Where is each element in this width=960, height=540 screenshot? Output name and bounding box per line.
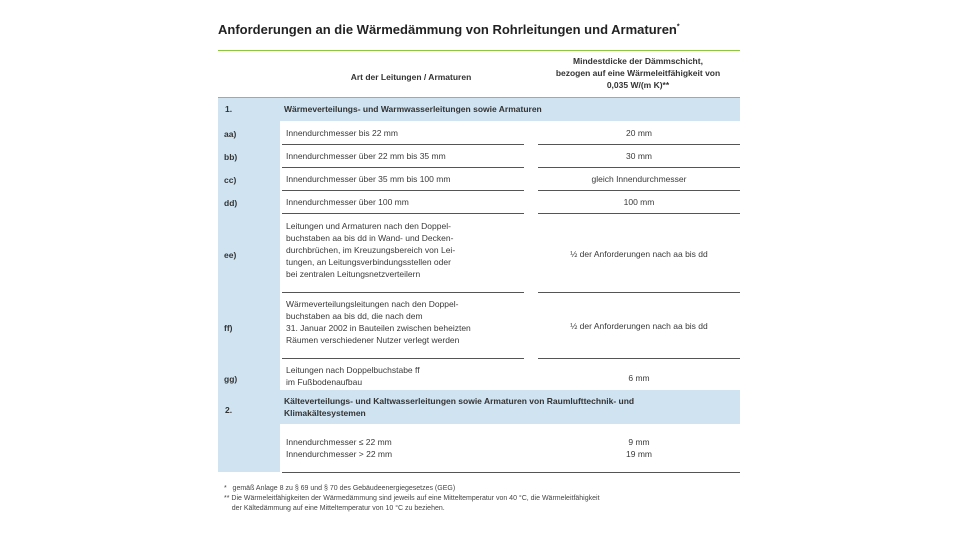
- row-label: dd): [224, 198, 238, 208]
- section-number: 1.: [225, 104, 233, 114]
- row-label: bb): [224, 152, 238, 162]
- row-divider: [538, 213, 740, 214]
- row-divider: [538, 358, 740, 359]
- row-label: aa): [224, 129, 237, 139]
- row-value: ½ der Anforderungen nach aa bis dd: [570, 321, 708, 331]
- row-divider: [282, 213, 524, 214]
- page-title: Anforderungen an die Wärmedämmung von Rohrleitungen und Armaturen*: [218, 22, 680, 37]
- row-value: gleich Innendurchmesser: [591, 174, 687, 184]
- row-value: 6 mm: [628, 373, 650, 383]
- row-divider: [282, 167, 524, 168]
- row-label: ee): [224, 250, 237, 260]
- label-column-2: [218, 424, 280, 472]
- row-art: Leitungen und Armaturen nach den Doppel- buchstaben aa bis dd in Wand- und Decken- durchbrüchen, im Kreuzungsbereich von Lei- tungen, an Leitungsverbindungsstellen oder bei zentralen Leitungsnetzverteilern: [286, 221, 456, 279]
- row-art: Wärmeverteilungsleitungen nach den Doppel- buchstaben aa bis dd, die nach dem 31. Januar 2002 in Bauteilen zwischen beheizten Räumen verschiedener Nutzer verlegt werden: [286, 299, 471, 345]
- row-divider: [538, 292, 740, 293]
- row-value: 30 mm: [626, 151, 652, 161]
- row-label: gg): [224, 374, 238, 384]
- section-title: Wärmeverteilungs- und Warmwasserleitungen sowie Armaturen: [284, 104, 542, 114]
- table-bottom-rule: [282, 472, 740, 473]
- row-divider: [538, 144, 740, 145]
- row-divider: [282, 292, 524, 293]
- title-divider: [218, 50, 740, 51]
- row-value: 9 mm 19 mm: [626, 437, 652, 459]
- row-label: ff): [224, 323, 233, 333]
- section-1-header: [218, 98, 740, 121]
- row-value: 100 mm: [623, 197, 655, 207]
- row-value: 20 mm: [626, 128, 652, 138]
- row-art: Innendurchmesser bis 22 mm: [286, 128, 398, 138]
- row-divider: [538, 190, 740, 191]
- row-divider: [282, 144, 524, 145]
- row-art: Innendurchmesser über 22 mm bis 35 mm: [286, 151, 446, 161]
- column-header-mindestdicke: Mindestdicke der Dämmschicht, bezogen auf eine Wärmeleitfähigkeit von 0,035 W/(m K)**: [555, 56, 721, 90]
- footnotes: * gemäß Anlage 8 zu § 69 und § 70 des Gebäudeenergiegesetzes (GEG) ** Die Wärmeleitfähigkeiten der Wärmedämmung sind jeweils auf eine Mitteltemperatur von 40 °C, die Wärmeleitfähigkeit der Kältedämmung auf eine Mitteltemperatur von 10 °C zu beziehen.: [224, 485, 600, 512]
- row-divider: [282, 358, 524, 359]
- row-art: Innendurchmesser ≤ 22 mm Innendurchmesser > 22 mm: [286, 437, 393, 459]
- section-2-header: [218, 390, 740, 424]
- row-divider: [538, 167, 740, 168]
- column-header-art: Art der Leitungen / Armaturen: [350, 72, 472, 82]
- row-art: Leitungen nach Doppelbuchstabe ff im Fußbodenaufbau: [286, 365, 420, 387]
- row-value: ½ der Anforderungen nach aa bis dd: [570, 249, 708, 259]
- section-title: Kälteverteilungs- und Kaltwasserleitungen sowie Armaturen von Raumlufttechnik- und Klimakältesystemen: [284, 396, 635, 418]
- section-number: 2.: [225, 405, 233, 415]
- row-art: Innendurchmesser über 100 mm: [286, 197, 409, 207]
- row-label: cc): [224, 175, 237, 185]
- row-art: Innendurchmesser über 35 mm bis 100 mm: [286, 174, 451, 184]
- row-divider: [282, 190, 524, 191]
